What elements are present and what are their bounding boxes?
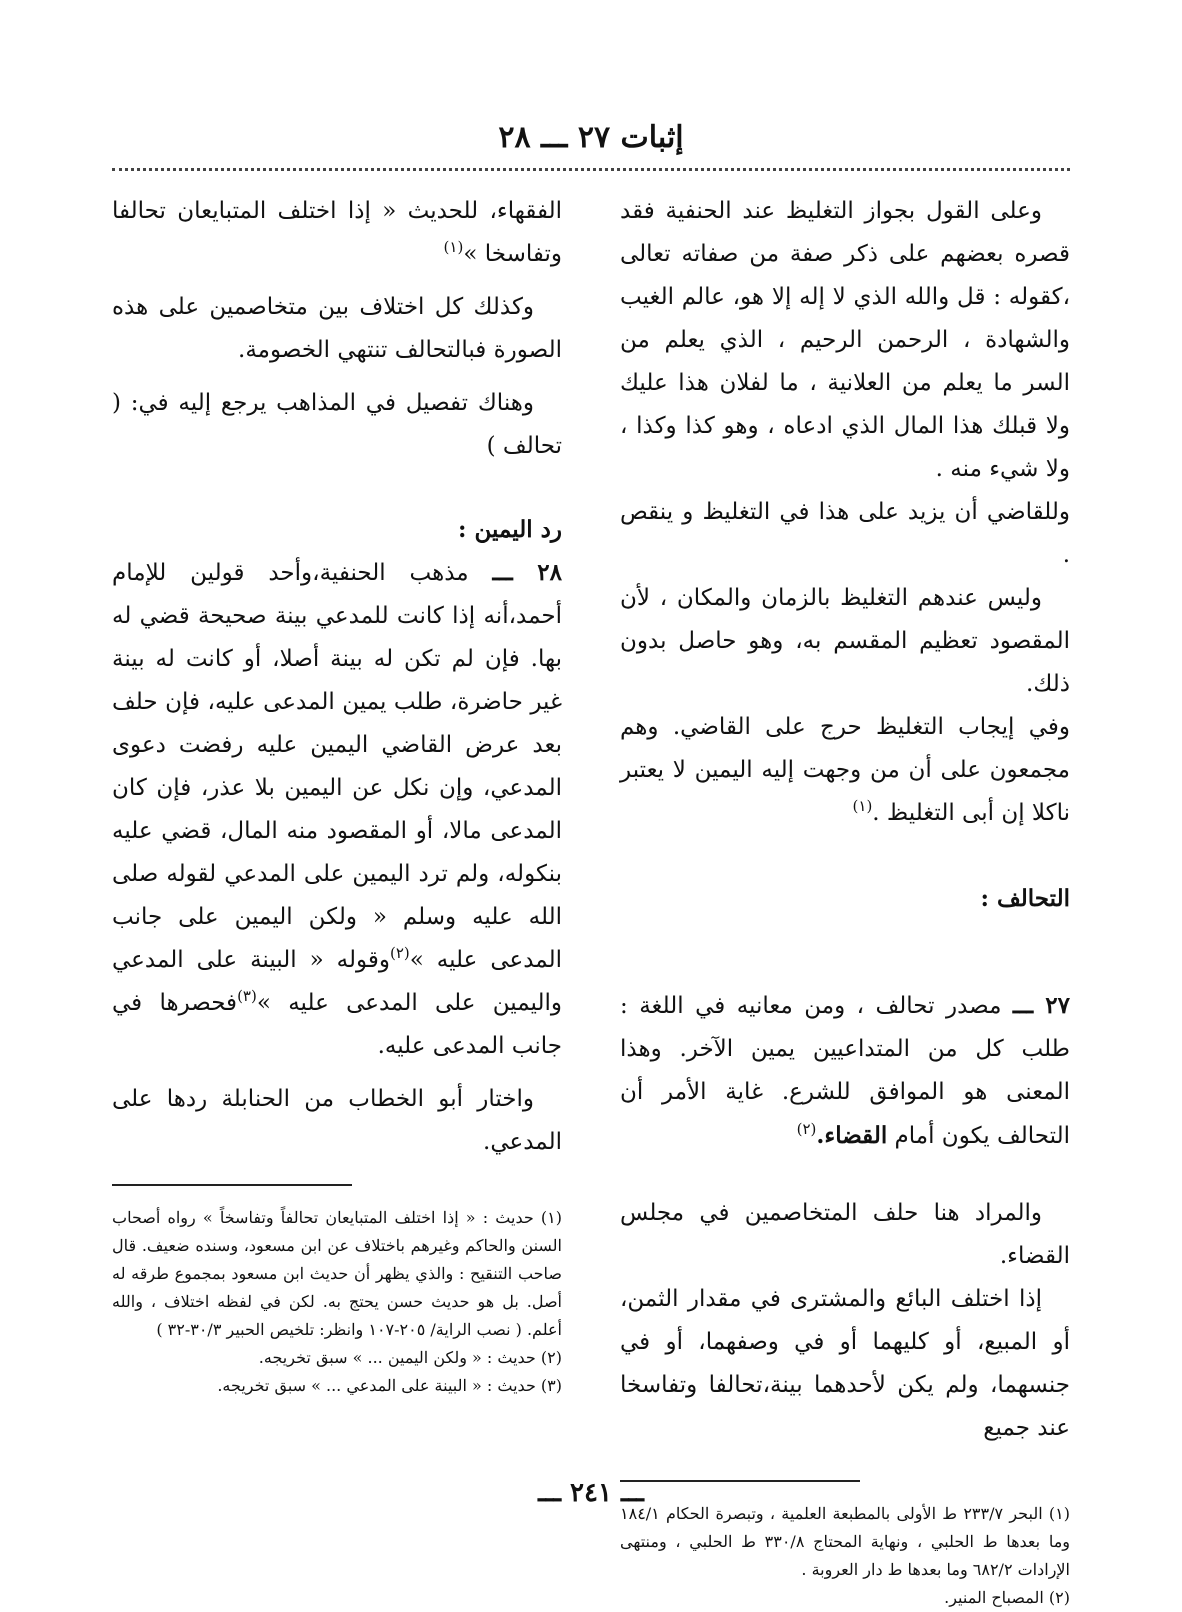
paragraph: وليس عندهم التغليظ بالزمان والمكان ، لأن المقصود تعظيم المقسم به، وهو حاصل بدون ذلك.	[620, 585, 1070, 697]
paragraph-27	[620, 984, 1070, 1158]
paragraph: إذا اختلف البائع والمشترى في مقدار الثمن، أو المبيع، أو كليهما أو في وصفهما، أو في جنسهما، ولم يكن لأحدهما بينة،تحالفا وتفاسخا عند جميع	[620, 1286, 1070, 1441]
footnote: (٢) حديث : « ولكن اليمين ... » سبق تخريجه.	[258, 1348, 562, 1367]
paragraph-text: وقوله « البينة على المدعي واليمين على المدعى عليه »	[112, 947, 562, 1016]
footnote: (٣) حديث : « البينة على المدعي ... » سبق تخريجه.	[217, 1376, 562, 1395]
paragraph: وكذلك كل اختلاف بين متخاصمين على هذه الصورة فبالتحالف تنتهي الخصومة.	[112, 294, 562, 363]
footnotes	[620, 1500, 1070, 1612]
page-header: إثبات ٢٧ ـــ ٢٨	[498, 120, 684, 155]
footnote-ref: (٢)	[389, 944, 410, 962]
paragraph: وهناك تفصيل في المذاهب يرجع إليه في: ( تحالف )	[112, 390, 562, 459]
footnote: (١) حديث : « إذا اختلف المتبايعان تحالفاً وتفاسخاً » رواه أصحاب السنن والحاكم وغيرهم باختلاف عن ابن مسعود، وسنده ضعيف. قال صاحب التنقيح : والذي يظهر أن حديث ابن مسعود بمجموع طرقه له أصل. بل هو حديث حسن يحتج به. لكن في لفظه اختلاف ، والله أعلم. ( نصب الراية/ ٢٠٥-١٠٧ وانظر: تلخيص الحبير ٣٠/٣-٣٢ )	[112, 1208, 562, 1339]
paragraph-text: مذهب الحنفية،وأحد قولين للإمام أحمد،أنه إذا كانت للمدعي بينة صحيحة قضي له بها. فإن لم تكن له بينة أصلا، أو كانت له بينة غير حاضرة، طلب يمين المدعى عليه، فإن حلف بعد عرض القاضي اليمين عليه رفضت دعوى المدعي، وإن نكل عن اليمين بلا عذر، فإن كان المدعى مالا، أو المقصود منه المال، قضي عليه بنكوله، ولم ترد اليمين على المدعي لقوله صلى الله عليه وسلم « ولكن اليمين على جانب المدعى عليه »	[112, 560, 562, 973]
right-column	[620, 190, 1070, 1612]
footnote-divider	[112, 1184, 352, 1186]
paragraph-text: الفقهاء، للحديث « إذا اختلف المتبايعان تحالفا وتفاسخا »	[112, 198, 562, 267]
page-number: ـــ ٢٤١ ـــ	[538, 1478, 644, 1508]
section-number: ٢٧ ـــ	[1012, 992, 1070, 1019]
footnote: (١) البحر ٢٣٣/٧ ط الأولى بالمطبعة العلمية ، وتبصرة الحكام ١٨٤/١ وما بعدها ط الحلبي ، ونهاية المحتاج ٣٣٠/٨ ط الحلبي ، ومنتهى الإرادات ٦٨٢/٢ وما بعدها ط دار العروبة .	[620, 1504, 1070, 1579]
footnote: (٢) المصباح المنير.	[944, 1588, 1070, 1607]
paragraph: والمراد هنا حلف المتخاصمين في مجلس القضاء.	[620, 1200, 1070, 1269]
section-heading-rad-alyamin: رد اليمين :	[458, 516, 562, 543]
left-column	[112, 190, 562, 1400]
footnote-ref: (١)	[852, 797, 873, 815]
header-divider	[112, 168, 1070, 171]
section-number: ٢٨ ـــ	[492, 559, 562, 586]
paragraph-text: مصدر تحالف ، ومن معانيه في اللغة : طلب كل من المتداعيين يمين الآخر. وهذا المعنى هو الموافق للشرع. غاية الأمر أن التحالف يكون أمام	[620, 993, 1070, 1149]
paragraph: وللقاضي أن يزيد على هذا في التغليظ و ينقص .	[620, 499, 1070, 568]
footnote-ref: (١)	[443, 238, 464, 256]
footnote-ref: (٣)	[237, 987, 257, 1005]
paragraph	[620, 706, 1070, 835]
paragraph	[112, 190, 562, 276]
paragraph-text: وفي إيجاب التغليظ حرج على القاضي. وهم مجمعون على أن من وجهت إليه اليمين لا يعتبر ناكلا إن أبى التغليظ .	[620, 714, 1070, 826]
section-heading-tahaluf: التحالف :	[980, 885, 1070, 912]
footnotes	[112, 1204, 562, 1400]
footnote-ref: (٢)	[796, 1120, 817, 1138]
paragraph-28	[112, 551, 562, 1068]
paragraph: وعلى القول بجواز التغليظ عند الحنفية فقد قصره بعضهم على ذكر صفة من صفاته تعالى ،كقوله : قل والله الذي لا إله إلا هو، عالم الغيب والشهادة ، الرحمن الرحيم ، الذي يعلم من السر ما يعلم من العلانية ، ما لفلان هذا عليك ولا قبلك هذا المال الذي ادعاه ، وهو كذا وكذا ، ولا شيء منه .	[620, 198, 1070, 482]
paragraph-text: فحصرها في جانب المدعى عليه.	[112, 990, 562, 1059]
bold-word: القضاء.	[816, 1122, 888, 1149]
paragraph: واختار أبو الخطاب من الحنابلة ردها على المدعي.	[112, 1086, 562, 1155]
